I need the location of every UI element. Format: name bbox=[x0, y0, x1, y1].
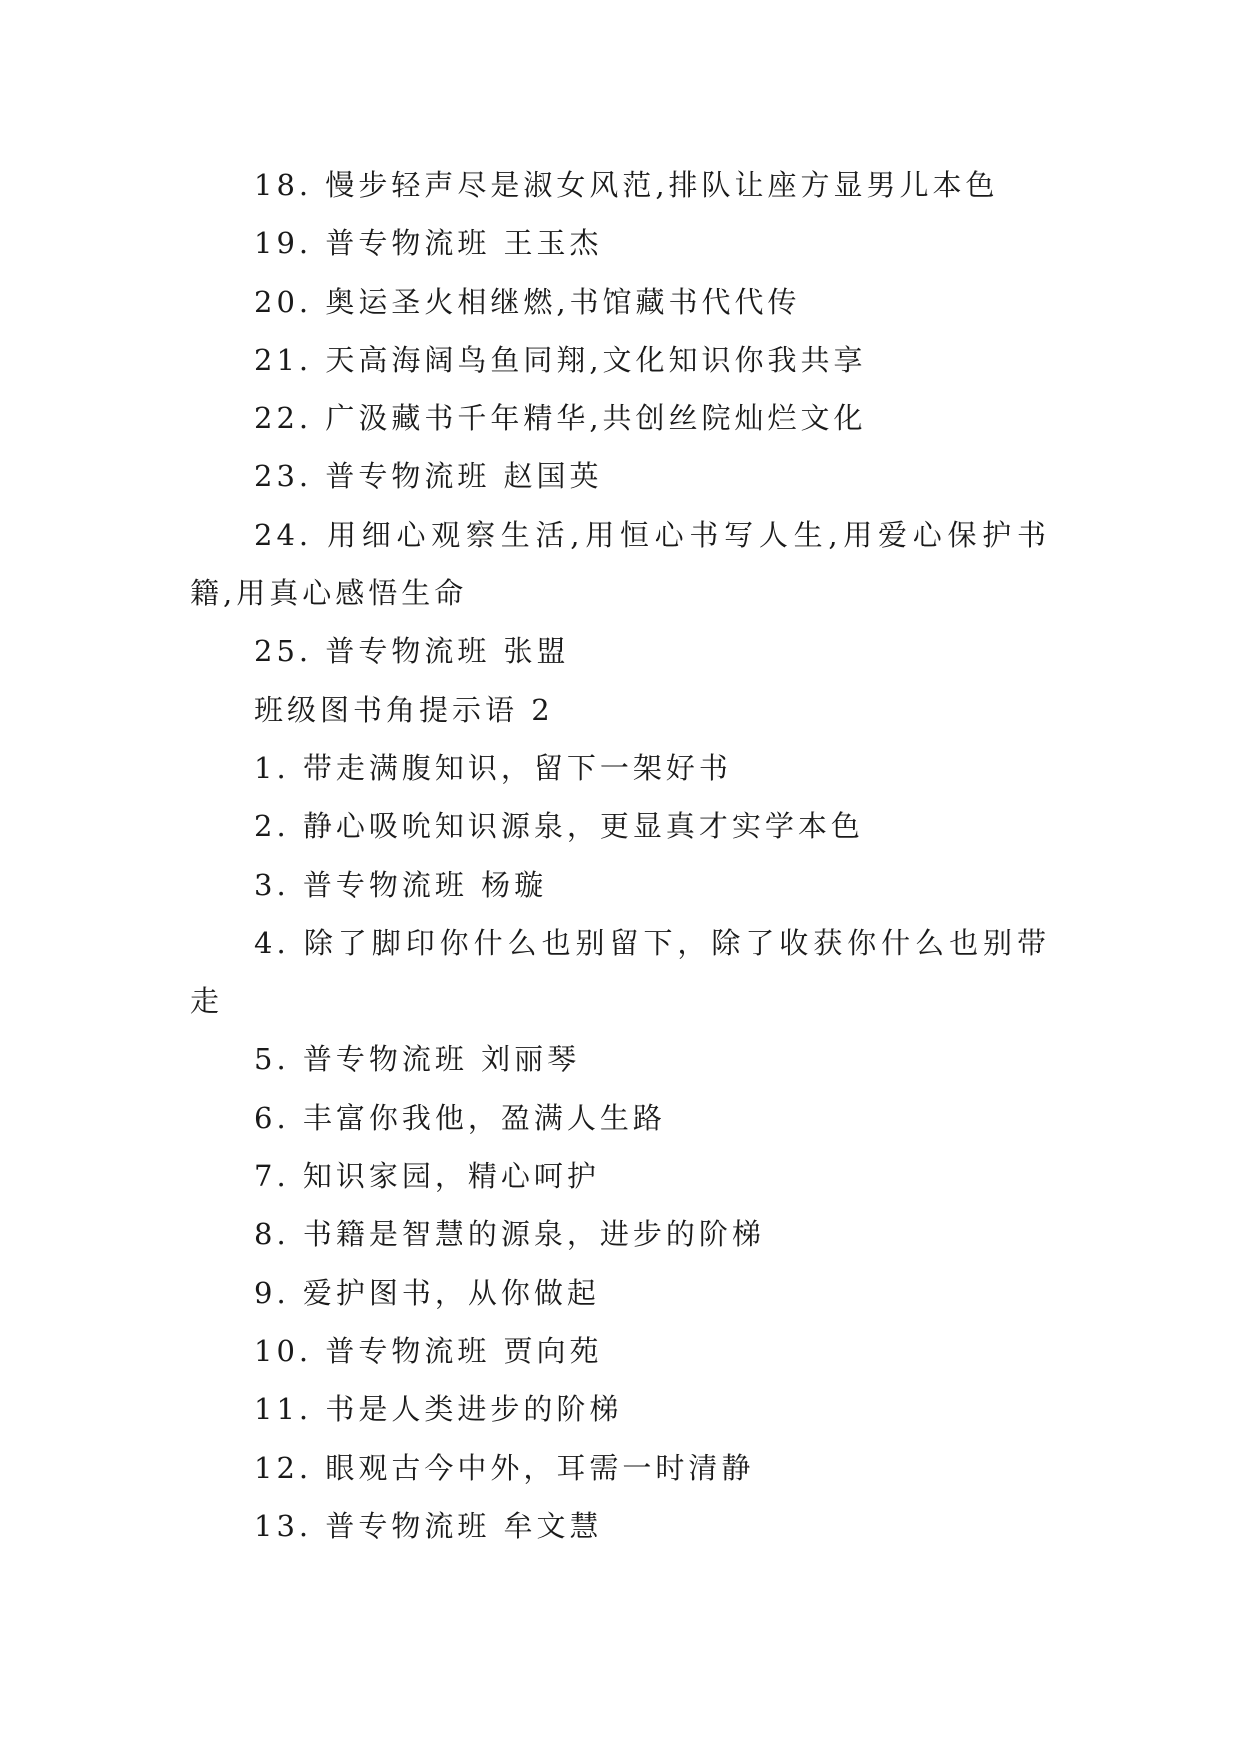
text-line: 2. 静心吸吮知识源泉，更显真才实学本色 bbox=[254, 809, 864, 844]
text-line: 24. 用细心观察生活,用恒心书写人生,用爱心保护书籍,用真心感悟生命 bbox=[190, 517, 1050, 611]
text-line: 6. 丰富你我他，盈满人生路 bbox=[254, 1100, 666, 1135]
text-line: 8. 书籍是智慧的源泉，进步的阶梯 bbox=[254, 1217, 765, 1252]
text-line: 1. 带走满腹知识，留下一架好书 bbox=[254, 750, 732, 785]
text-line: 3. 普专物流班 杨璇 bbox=[254, 867, 548, 902]
text-line: 9. 爱护图书，从你做起 bbox=[254, 1275, 600, 1310]
text-line: 10. 普专物流班 贾向苑 bbox=[254, 1333, 603, 1368]
text-line: 13. 普专物流班 牟文慧 bbox=[254, 1508, 603, 1543]
text-line: 18. 慢步轻声尽是淑女风范,排队让座方显男儿本色 bbox=[254, 168, 999, 202]
text-line: 11. 书是人类进步的阶梯 bbox=[254, 1392, 623, 1427]
text-line: 19. 普专物流班 王玉杰 bbox=[254, 226, 603, 261]
text-line: 4. 除了脚印你什么也别留下，除了收获你什么也别带走 bbox=[190, 925, 1050, 1019]
text-line: 22. 广汲藏书千年精华,共创丝院灿烂文化 bbox=[254, 401, 867, 436]
text-line: 25. 普专物流班 张盟 bbox=[254, 634, 570, 669]
text-line: 12. 眼观古今中外，耳需一时清静 bbox=[254, 1450, 755, 1485]
text-line: 20. 奥运圣火相继燃,书馆藏书代代传 bbox=[254, 284, 801, 319]
text-line: 7. 知识家园，精心呵护 bbox=[254, 1159, 600, 1194]
text-line: 23. 普专物流班 赵国英 bbox=[254, 459, 603, 494]
text-line: 5. 普专物流班 刘丽琴 bbox=[254, 1042, 581, 1077]
section-heading: 班级图书角提示语 2 bbox=[254, 692, 554, 727]
text-line: 21. 天高海阔鸟鱼同翔,文化知识你我共享 bbox=[254, 342, 867, 377]
document-body bbox=[190, 156, 1050, 1555]
